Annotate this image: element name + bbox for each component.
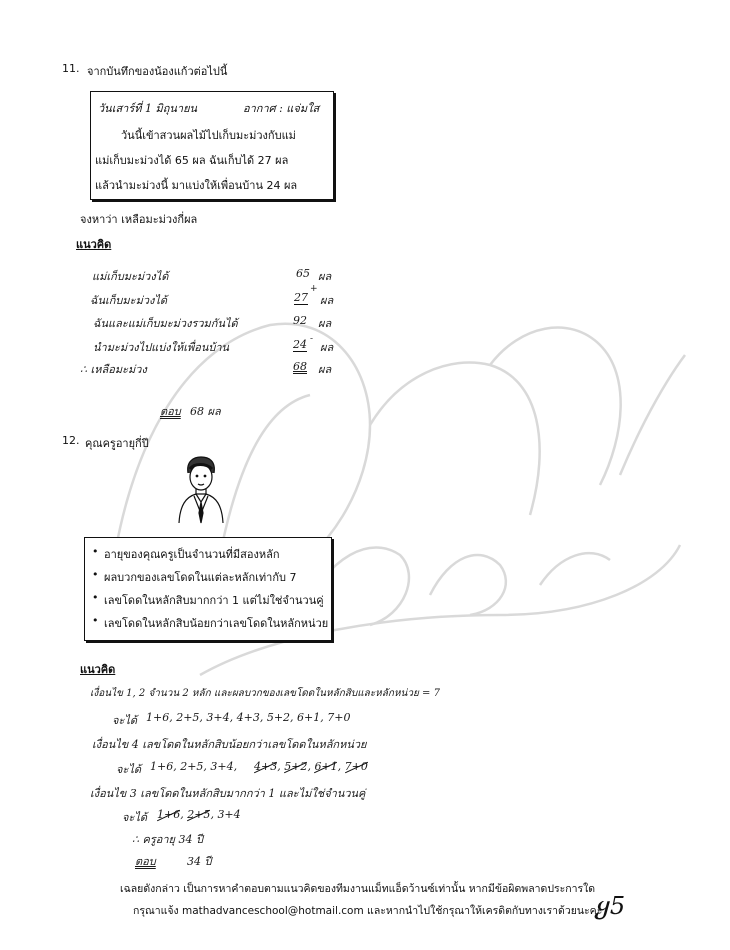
diary-line-2: แม่เก็บมะม่วงได้ 65 ผล ฉันเก็บได้ 27 ผล [95, 154, 289, 167]
crossed-option: 7+0 [344, 760, 368, 773]
q11-row-op: + [310, 284, 318, 294]
diary-box [90, 91, 334, 200]
clue-list [92, 545, 328, 637]
q11-row-label: นำมะม่วงไปแบ่งให้เพื่อนบ้าน [93, 341, 230, 354]
question-11-prompt: จงหาว่า เหลือมะม่วงกี่ผล [80, 213, 198, 226]
q12-condition-2-keep: 1+6, 2+5, 3+4, [150, 760, 238, 773]
q11-row-label: ฉันและแม่เก็บมะม่วงรวมกันได้ [93, 317, 238, 330]
q12-condition-1: เงื่อนไข 1, 2 จำนวน 2 หลัก และผลบวกของเลขโดดในหลักสิบและหลักหน่วย = 7 [90, 688, 440, 699]
q12-condition-3: เงื่อนไข 3 เลขโดดในหลักสิบมากกว่า 1 และไม่ใช่จำนวนคู่ [90, 787, 366, 800]
diary-weather: อากาศ : แจ่มใส [243, 102, 320, 115]
signature: ყ5 [596, 892, 626, 920]
crossed-option: 2+5 [187, 808, 211, 821]
q12-answer-value: 34 ปี [187, 855, 212, 868]
q11-answer-label: ตอบ [160, 405, 181, 418]
q11-row-value: 92 [293, 314, 307, 327]
diary-line-1: วันนี้เข้าสวนผลไม้ไปเก็บมะม่วงกับแม่ [121, 129, 296, 142]
question-11-number: 11. [62, 62, 80, 75]
crossed-option: 1+6 [157, 808, 181, 821]
crossed-option: 6+1 [314, 760, 338, 773]
q11-row-label: ∴ เหลือมะม่วง [80, 363, 147, 376]
q11-row-value: 68 [293, 360, 307, 373]
q11-row-value: 24 [293, 338, 307, 351]
q12-condition-2-label: จะได้ [116, 763, 142, 776]
question-11-title: จากบันทึกของน้องแก้วต่อไปนี้ [87, 65, 228, 78]
q11-row-unit: ผล [318, 270, 332, 283]
q11-row-label: แม่เก็บมะม่วงได้ [92, 270, 169, 283]
q11-row-value: 27 [294, 291, 308, 304]
q12-answer-label: ตอบ [135, 855, 156, 868]
clue-item: • ผลบวกของเลขโดดในแต่ละหลักเท่ากับ 7 [92, 568, 328, 591]
crossed-option: 4+3 [254, 760, 278, 773]
q11-row-unit: ผล [320, 294, 334, 307]
teacher-illustration [176, 455, 226, 525]
q11-row-unit: ผล [320, 341, 334, 354]
q11-row-value: 65 [296, 267, 310, 280]
clue-item: • อายุของคุณครูเป็นจำนวนที่มีสองหลัก [92, 545, 328, 568]
q11-row-unit: ผล [318, 317, 332, 330]
clue-box [84, 537, 332, 641]
q11-row-unit: ผล [318, 363, 332, 376]
question-12-number: 12. [62, 434, 80, 447]
diary-date: วันเสาร์ที่ 1 มิถุนายน [98, 102, 198, 115]
q11-row-label: ฉันเก็บมะม่วงได้ [90, 294, 168, 307]
q12-method-heading: แนวคิด [80, 663, 116, 676]
kept-option: 3+4 [217, 808, 241, 821]
q12-condition-1-list: 1+6, 2+5, 3+4, 4+3, 5+2, 6+1, 7+0 [146, 711, 351, 724]
footer-line-1: เฉลยดังกล่าว เป็นการหาคำตอบตามแนวคิดของทีมงานแม็ทแอ็ดว้านซ์เท่านั้น หากมีข้อผิดพลาดประการใด [120, 883, 596, 895]
q12-condition-3-options: 1+6, 2+5, 3+4 [157, 808, 241, 821]
clue-item: • เลขโดดในหลักสิบน้อยกว่าเลขโดดในหลักหน่วย [92, 614, 328, 637]
q12-condition-2: เงื่อนไข 4 เลขโดดในหลักสิบน้อยกว่าเลขโดดในหลักหน่วย [92, 738, 367, 751]
crossed-option: 5+2 [284, 760, 308, 773]
q11-row-op: - [310, 334, 314, 344]
q12-condition-2-crossed: 4+3, 5+2, 6+1, 7+0 [254, 760, 368, 773]
q12-therefore: ∴ ครูอายุ 34 ปี [132, 833, 203, 846]
clue-item: • เลขโดดในหลักสิบมากกว่า 1 แต่ไม่ใช่จำนวนคู่ [92, 591, 328, 614]
q12-condition-1-label: จะได้ [112, 714, 138, 727]
diary-line-3: แล้วนำมะม่วงนี้ มาแบ่งให้เพื่อนบ้าน 24 ผล [95, 179, 298, 192]
footer-line-2: กรุณาแจ้ง mathadvanceschool@hotmail.com และหากนำไปใช้กรุณาให้เครดิตกับทางเราด้วยนะคะ [133, 905, 603, 917]
q11-answer-value: 68 ผล [190, 405, 221, 418]
question-12-title: คุณครูอายุกี่ปี [85, 437, 149, 450]
q11-method-heading: แนวคิด [76, 238, 112, 251]
q12-condition-3-label: จะได้ [122, 811, 148, 824]
